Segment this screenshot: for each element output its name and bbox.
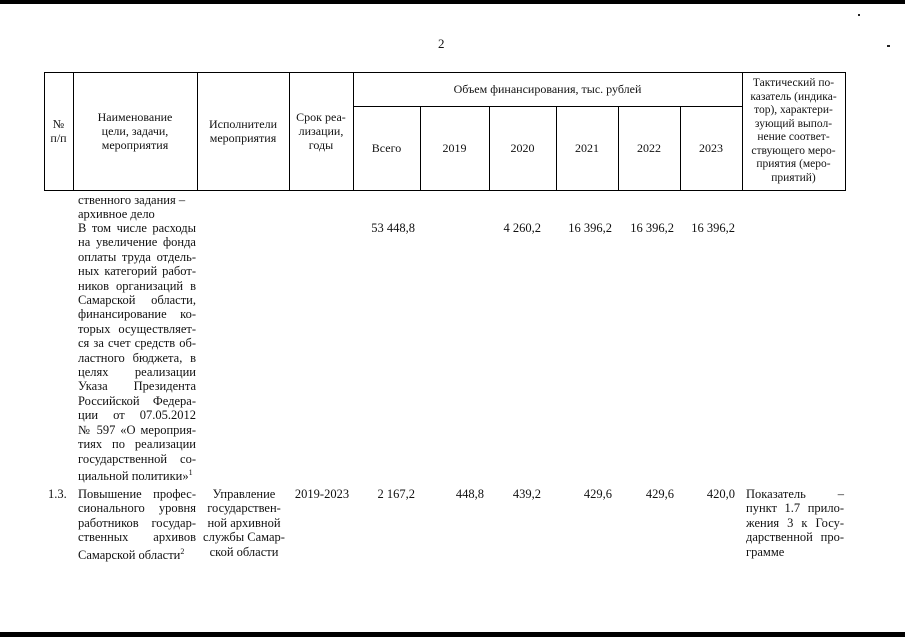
- expense-2022: 16 396,2: [630, 221, 674, 235]
- header-year-2022: 2022: [637, 141, 661, 155]
- expense-description-line: на увеличение фонда: [78, 235, 196, 250]
- continued-text: ственного задания – архивное дело: [78, 193, 186, 222]
- row-term: 2019-2023: [294, 487, 350, 501]
- expense-description-line: оплаты труда отдель-: [78, 249, 196, 264]
- expense-2021: 16 396,2: [568, 221, 612, 235]
- footnote-mark: 1: [188, 467, 193, 477]
- expense-2020: 4 260,2: [503, 221, 541, 235]
- footnote-mark: 2: [180, 546, 185, 556]
- row-description-line: работников государ-: [78, 515, 196, 530]
- row-2021: 429,6: [583, 487, 612, 501]
- expense-description-line: ся за счет средств об-: [78, 336, 196, 351]
- expense-description-line: циальной политики»$^1$: [78, 467, 193, 484]
- row-description-line: Повышение профес-: [78, 487, 196, 501]
- row-2020: 439,2: [512, 487, 541, 501]
- expense-description-line: ции от 07.05.2012: [78, 408, 196, 423]
- expense-description-line: Указа Президента: [78, 379, 196, 394]
- header-year-2023: 2023: [699, 141, 723, 155]
- header-year-2021: 2021: [575, 141, 599, 155]
- expense-description-line: ных категорий работ-: [78, 264, 196, 279]
- header-indicator: Тактический по- казатель (индика- тор), характери- зующий выпол- нение соответ- ствующего меро- приятия (меро- приятий): [750, 77, 837, 184]
- header-executors: Исполнители мероприятия: [208, 117, 278, 145]
- row-2019: 448,8: [455, 487, 484, 501]
- row-description-line: ственных архивов: [78, 530, 196, 545]
- row-indicator-line: жения 3 к Госу-: [746, 515, 844, 530]
- expense-2023: 16 396,2: [691, 221, 735, 235]
- header-term: Срок реа- лизации, годы: [296, 110, 346, 152]
- row-executor: Управление государствен- ной архивной службы Самар- ской области: [203, 487, 285, 559]
- expense-description-line: ластного бюджета, в: [78, 350, 196, 365]
- bottom-border: [0, 632, 905, 637]
- row-indicator-line: Показатель –: [746, 487, 844, 501]
- expense-description: [78, 221, 196, 483]
- header-funding: Объем финансирования, тыс. рублей: [453, 82, 642, 96]
- expense-description-line: финансирование ко-: [78, 307, 196, 322]
- header-total: Всего: [371, 141, 402, 155]
- top-border: [0, 0, 905, 4]
- scan-dot: [858, 14, 860, 16]
- row-description-line: Самарской области$^2$: [78, 546, 185, 562]
- expense-description-line: № 597 «О мероприя-: [78, 422, 196, 437]
- row-total: 2 167,2: [377, 487, 415, 501]
- row-number: 1.3.: [48, 487, 67, 501]
- row-2023: 420,0: [706, 487, 735, 501]
- header-year-2020: 2020: [510, 141, 535, 155]
- expense-description-line: В том числе расходы: [78, 221, 196, 235]
- header-name: Наименование цели, задачи, мероприятия: [97, 110, 173, 152]
- header-num: № п/п: [50, 117, 67, 145]
- expense-description-line: государственной со-: [78, 451, 196, 466]
- scan-dot: [887, 45, 890, 47]
- expense-total: 53 448,8: [371, 221, 415, 235]
- expense-description-line: Самарской области,: [78, 293, 196, 308]
- expense-description-line: ников организаций в: [78, 278, 196, 293]
- row-indicator-line: пункт 1.7 прило-: [746, 501, 844, 516]
- page-number: 2: [438, 36, 445, 51]
- row-indicator: [746, 487, 844, 559]
- expense-description-line: тиях по реализации: [78, 437, 196, 452]
- row-indicator-line: дарственной про-: [746, 530, 844, 545]
- row-description-line: сионального уровня: [78, 501, 196, 516]
- row-description: [78, 487, 196, 562]
- row-2022: 429,6: [645, 487, 674, 501]
- row-indicator-line: грамме: [746, 544, 785, 559]
- expense-description-line: Российской Федера-: [78, 393, 196, 408]
- expense-description-line: торых осуществляет-: [78, 321, 196, 336]
- expense-description-line: целях реализации: [78, 365, 196, 380]
- header-year-2019: 2019: [442, 141, 467, 155]
